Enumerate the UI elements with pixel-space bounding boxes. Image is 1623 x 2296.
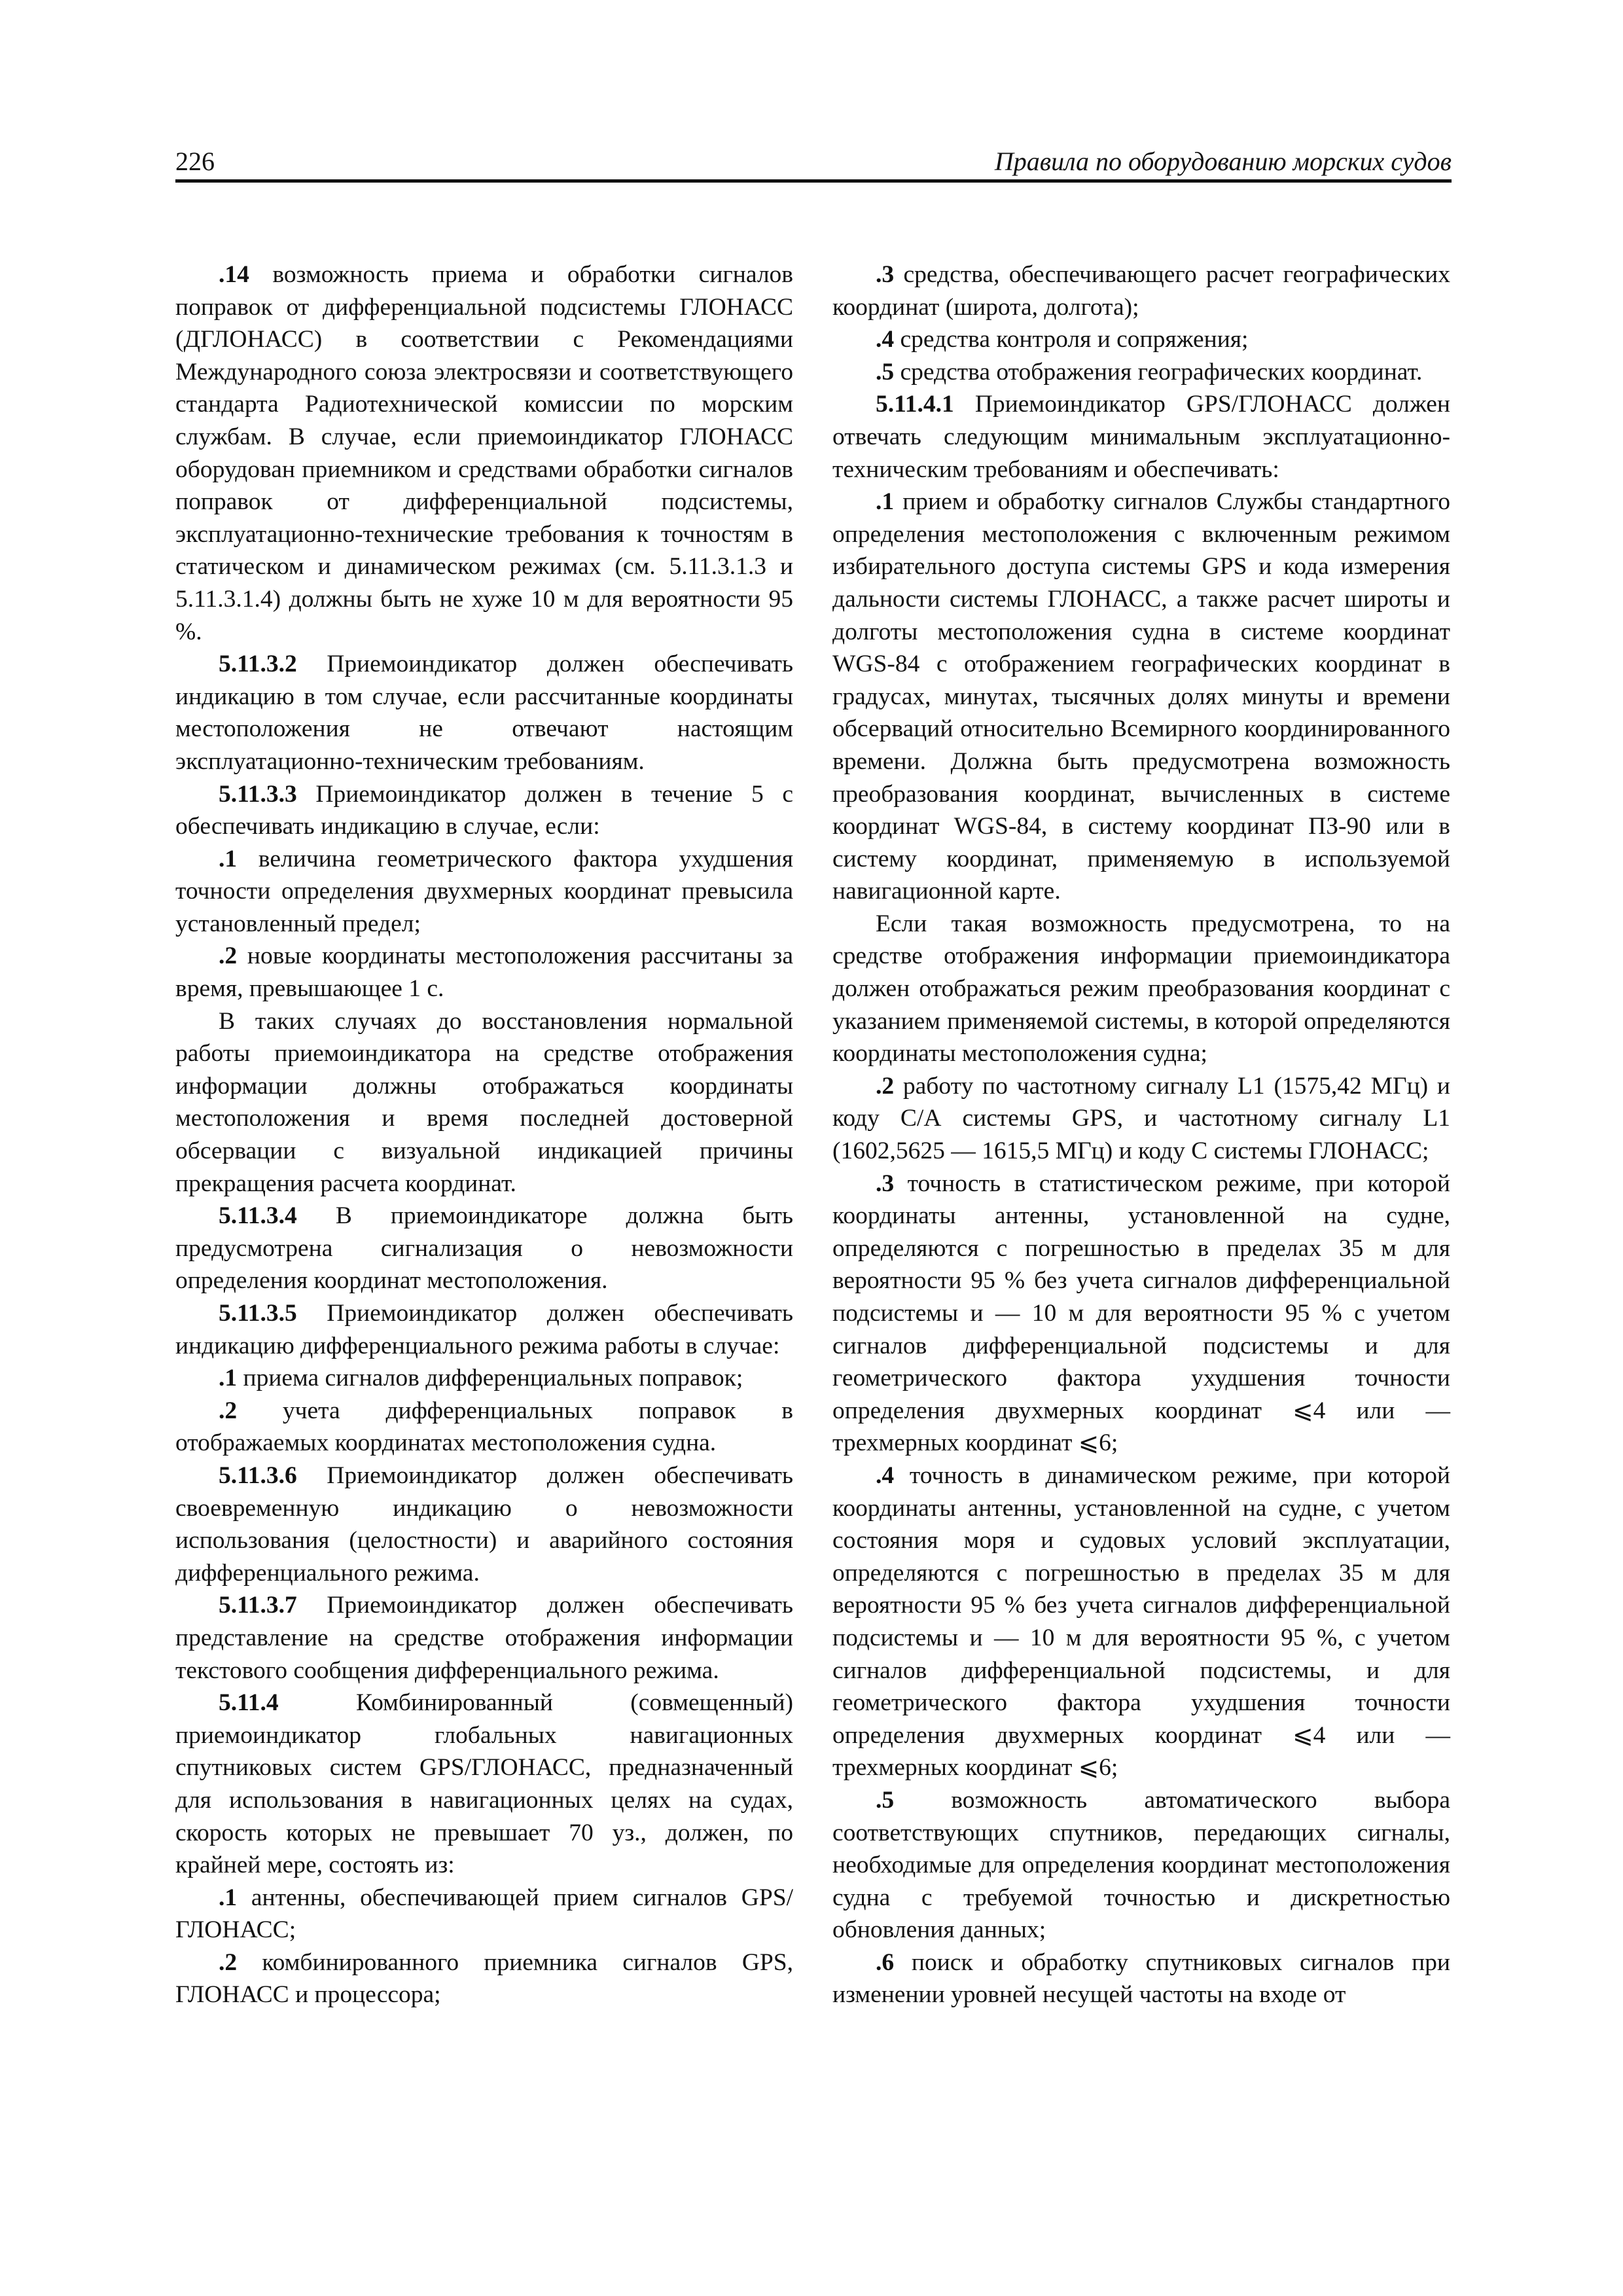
item-number: .5 (876, 1786, 895, 1814)
paragraph (175, 1395, 793, 1460)
item-number: 5.11.3.4 (219, 1202, 297, 1230)
item-number: 5.11.3.5 (219, 1300, 297, 1327)
paragraph-text: возможность приема и обработки сигналов поправок от дифференциальной подсистемы ГЛОНАСС (ДГЛОНАСС) в соответствии с Рекомендациями Международного союза электросвязи и соответствующего стандарта Радиотехнической комиссии по морским службам. В случае, если приемоиндикатор ГЛОНАСС оборудован приемником и средствами обработки сигналов поправок от дифференциальной подсистемы, эксплуатационно-технические требования к точностям в статическом и динамическом режимах (см. 5.11.3.1.3 и 5.11.3.1.4) должны быть не хуже 10 м для вероятности 95 %. (175, 261, 793, 645)
paragraph-text: поиск и обработку спутниковых сигналов при изменении уровней несущей частоты на входе от (832, 1948, 1450, 2009)
paragraph (832, 1460, 1450, 1784)
paragraph-text: приема сигналов дифференциальных поправок; (237, 1365, 743, 1392)
item-number: .3 (876, 1170, 895, 1197)
paragraph-text: В приемоиндикаторе должна быть предусмотрена сигнализация о невозможности определения координат местоположения. (175, 1202, 793, 1295)
item-number: .1 (219, 1884, 238, 1911)
left-column (175, 259, 793, 2011)
running-title: Правила по оборудованию морских судов (994, 147, 1452, 176)
paragraph (832, 1070, 1450, 1168)
item-number: 5.11.3.3 (219, 780, 297, 808)
item-number: 5.11.4.1 (876, 391, 954, 418)
paragraph-text: точность в динамическом режиме, при которой координаты антенны, установленной на судне, с учетом состояния моря и судовых условий эксплуатации, определяются с погрешностью в пределах 35 м для вероятности 95 % без учета сигналов дифференциальной подсистемы и — 10 м для вероятности 95 %, с учетом сигналов дифференциальной подсистемы, и для геометрического фактора ухудшения точности определения двухмерных координат ⩽4 или — трехмерных координат ⩽6; (832, 1462, 1450, 1782)
paragraph-text: точность в статистическом режиме, при которой координаты антенны, установленной на судне, определяются с погрешностью в пределах 35 м для вероятности 95 % без учета сигналов дифференциальной подсистемы и — 10 м для вероятности 95 % с учетом сигналов дифференциальной подсистемы и для геометрического фактора ухудшения точности определения двухмерных координат ⩽4 или — трехмерных координат ⩽6; (832, 1170, 1450, 1457)
item-number: .6 (876, 1948, 895, 1976)
paragraph (832, 388, 1450, 486)
item-number: .2 (219, 942, 238, 970)
item-number: .2 (219, 1948, 238, 1976)
paragraph-text: средства, обеспечивающего расчет географических координат (широта, долгота); (832, 261, 1450, 321)
paragraph (832, 1784, 1450, 1946)
paragraph (832, 259, 1450, 323)
paragraph-text: величина геометрического фактора ухудшения точности определения двухмерных координат превысила установленный предел; (175, 845, 793, 937)
item-number: 5.11.3.2 (219, 651, 297, 678)
paragraph-text: Приемоиндикатор должен в течение 5 с обеспечивать индикацию в случае, если: (175, 780, 793, 840)
paragraph (832, 486, 1450, 908)
paragraph (175, 1687, 793, 1882)
item-number: .14 (219, 261, 249, 288)
item-number: 5.11.3.7 (219, 1592, 297, 1619)
paragraph-text: средства отображения географических координат. (894, 358, 1423, 386)
paragraph (175, 1589, 793, 1687)
item-number: .4 (876, 1462, 895, 1489)
paragraph-text: Приемоиндикатор должен обеспечивать индикацию дифференциального режима работы в случае: (175, 1300, 793, 1359)
paragraph (175, 843, 793, 941)
paragraph-text: работу по частотному сигналу L1 (1575,42 МГц) и коду С/А системы GPS, и частотному сигналу L1 (1602,5625 — 1615,5 МГц) и коду С системы ГЛОНАСС; (832, 1072, 1450, 1165)
item-number: 5.11.3.6 (219, 1462, 297, 1489)
paragraph (175, 1005, 793, 1200)
item-number: .1 (876, 488, 895, 516)
paragraph-text: комбинированного приемника сигналов GPS, ГЛОНАСС и процессора; (175, 1948, 793, 2009)
right-column (832, 259, 1450, 2011)
item-number: .3 (876, 261, 895, 288)
paragraph-text: средства контроля и сопряжения; (894, 326, 1249, 353)
paragraph (832, 1168, 1450, 1460)
paragraph (175, 1946, 793, 2011)
item-number: 5.11.4 (219, 1689, 279, 1717)
paragraph-text: антенны, обеспечивающей прием сигналов GPS/ГЛОНАСС; (175, 1884, 793, 1944)
paragraph-text: В таких случаях до восстановления нормальной работы приемоиндикатора на средстве отображения информации должны отображаться координаты местоположения и время последней достоверной обсервации с визуальной индикацией причины прекращения расчета координат. (175, 1007, 793, 1197)
paragraph (832, 908, 1450, 1070)
paragraph-text: прием и обработку сигналов Службы стандартного определения местоположения с включенным режимом избирательного доступа системы GPS и кода измерения дальности системы ГЛОНАСС, а также расчет широты и долготы местоположения судна в системе координат WGS-84 с отображением географических координат в градусах, минутах, тысячных долях минуты и времени обсерваций относительно Всемирного координированного времени. Должна быть предусмотрена возможность преобразования координат, вычисленных в системе координат WGS-84, в систему координат ПЗ-90 или в систему координат, применяемую в используемой навигационной карте. (832, 488, 1450, 905)
item-number: .1 (219, 845, 238, 872)
paragraph (832, 1946, 1450, 2011)
item-number: .1 (219, 1365, 238, 1392)
paragraph (175, 1362, 793, 1395)
page-header (175, 145, 1452, 183)
item-number: .5 (876, 358, 895, 386)
paragraph-text: Комбинированный (совмещенный) приемоиндикатор глобальных навигационных спутниковых систем GPS/ГЛОНАСС, предназначенный для использования в навигационных целях на судах, скорость которых не превышает 70 уз., должен, по крайней мере, состоять из: (175, 1689, 793, 1879)
paragraph-text: Приемоиндикатор должен обеспечивать индикацию в том случае, если рассчитанные координаты местоположения не отвечают настоящим эксплуатационно-техническим требованиям. (175, 651, 793, 775)
item-number: .2 (876, 1072, 895, 1100)
paragraph (175, 1460, 793, 1589)
paragraph (175, 648, 793, 778)
page-number: 226 (175, 147, 215, 176)
paragraph (175, 1297, 793, 1362)
paragraph (175, 940, 793, 1005)
paragraph (832, 356, 1450, 389)
paragraph-text: Приемоиндикатор должен обеспечивать своевременную индикацию о невозможности использования (целостности) и аварийного состояния дифференциального режима. (175, 1462, 793, 1587)
paragraph-text: Приемоиндикатор должен обеспечивать представление на средстве отображения информации текстового сообщения дифференциального режима. (175, 1592, 793, 1684)
paragraph (175, 778, 793, 843)
item-number: .2 (219, 1397, 238, 1424)
paragraph (175, 1882, 793, 1946)
paragraph-text: Если такая возможность предусмотрена, то на средстве отображения информации приемоиндикатора должен отображаться режим преобразования координат с указанием применяемой системы, в которой определяются координаты местоположения судна; (832, 910, 1450, 1067)
paragraph-text: учета дифференциальных поправок в отображаемых координатах местоположения судна. (175, 1397, 793, 1457)
paragraph (832, 323, 1450, 356)
paragraph (175, 259, 793, 648)
item-number: .4 (876, 326, 895, 353)
paragraph (175, 1200, 793, 1297)
paragraph-text: возможность автоматического выбора соответствующих спутников, передающих сигналы, необходимые для определения координат местоположения судна с требуемой точностью и дискретностью обновления данных; (832, 1786, 1450, 1944)
paragraph-text: новые координаты местоположения рассчитаны за время, превышающее 1 с. (175, 942, 793, 1003)
paragraph-text: Приемоиндикатор GPS/ГЛОНАСС должен отвечать следующим минимальным эксплуатационно-техническим требованиям и обеспечивать: (832, 391, 1450, 483)
